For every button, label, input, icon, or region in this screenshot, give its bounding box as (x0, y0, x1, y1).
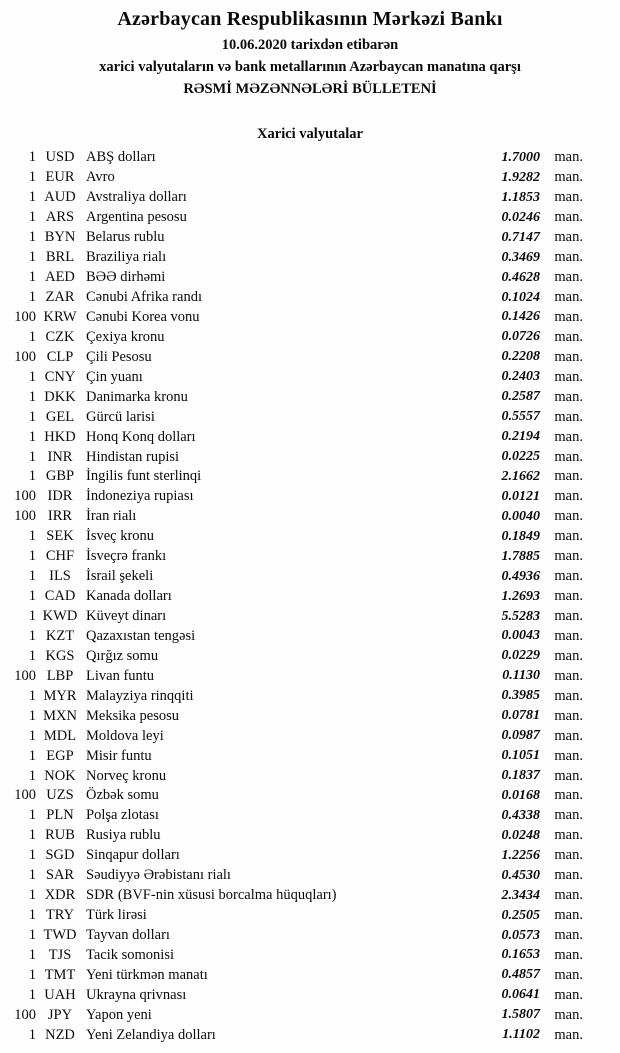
rate-row (0, 407, 620, 427)
currency-name: Avro (86, 169, 115, 186)
unit-label: man. (554, 209, 583, 226)
rate-value: 0.0987 (501, 728, 540, 744)
currency-code: IDR (47, 488, 73, 505)
rate-row (0, 726, 620, 746)
quantity: 100 (14, 488, 36, 505)
rate-value: 0.0168 (501, 787, 540, 803)
rate-row (0, 786, 620, 806)
rate-row (0, 866, 620, 886)
quantity: 1 (28, 647, 36, 664)
currency-code: MYR (43, 687, 77, 704)
quantity: 1 (28, 767, 36, 784)
currency-code: UAH (44, 986, 76, 1003)
unit-label: man. (554, 807, 583, 824)
currency-code: GEL (45, 408, 75, 425)
currency-code: MDL (43, 727, 77, 744)
currency-name: Çin yuanı (86, 368, 143, 385)
quantity: 1 (28, 189, 36, 206)
rate-value: 0.0225 (501, 449, 540, 465)
unit-label: man. (554, 1006, 583, 1023)
currency-code: GBP (45, 468, 75, 485)
currency-code: CLP (46, 348, 74, 365)
currency-name: BƏƏ dirhəmi (86, 269, 166, 286)
unit-label: man. (554, 528, 583, 545)
quantity: 1 (28, 867, 36, 884)
rate-value: 0.0246 (501, 209, 540, 225)
currency-name: Yeni türkmən manatı (86, 966, 208, 983)
currency-code: KWD (42, 608, 78, 625)
currency-name: SDR (BVF-nin xüsusi borcalma hüquqları) (86, 887, 337, 904)
unit-label: man. (554, 727, 583, 744)
unit-label: man. (554, 508, 583, 525)
rate-value: 0.0043 (501, 628, 540, 644)
quantity: 100 (14, 308, 36, 325)
unit-label: man. (554, 408, 583, 425)
rate-value: 1.5807 (501, 1007, 540, 1023)
currency-name: Meksika pesosu (86, 707, 180, 724)
rate-row (0, 487, 620, 507)
quantity: 1 (28, 149, 36, 166)
unit-label: man. (554, 468, 583, 485)
currency-name: Çexiya kronu (86, 328, 165, 345)
unit-label: man. (554, 847, 583, 864)
unit-label: man. (554, 647, 583, 664)
rate-row (0, 846, 620, 866)
quantity: 1 (28, 209, 36, 226)
bulletin-title: RƏSMİ MƏZƏNNƏLƏRİ BÜLLETENİ (183, 81, 437, 97)
currency-code: AED (45, 269, 75, 286)
rate-value: 0.1130 (502, 668, 540, 684)
quantity: 1 (28, 608, 36, 625)
currency-code: JPY (47, 1006, 73, 1023)
rate-value: 0.1849 (501, 528, 540, 544)
rate-row (0, 367, 620, 387)
unit-label: man. (554, 627, 583, 644)
currency-code: CNY (44, 368, 76, 385)
rate-value: 2.1662 (501, 468, 540, 484)
currency-code: IRR (47, 508, 73, 525)
quantity: 1 (28, 448, 36, 465)
unit-label: man. (554, 907, 583, 924)
currency-name: İndoneziya rupiası (86, 488, 194, 505)
unit-label: man. (554, 289, 583, 306)
rate-value: 0.0248 (501, 827, 540, 843)
unit-label: man. (554, 946, 583, 963)
unit-label: man. (554, 448, 583, 465)
quantity: 100 (14, 508, 36, 525)
currency-code: KRW (43, 308, 77, 325)
rate-value: 0.1024 (501, 289, 540, 305)
unit-label: man. (554, 328, 583, 345)
unit-label: man. (554, 308, 583, 325)
currency-name: Braziliya rialı (86, 249, 167, 266)
currency-code: NOK (44, 767, 76, 784)
rate-row (0, 926, 620, 946)
unit-label: man. (554, 867, 583, 884)
currency-name: Gürcü larisi (86, 408, 155, 425)
currency-code: HKD (44, 428, 76, 445)
currency-code: XDR (44, 887, 76, 904)
rate-value: 1.7885 (501, 548, 540, 564)
currency-code: UZS (46, 787, 74, 804)
unit-label: man. (554, 787, 583, 804)
rate-row (0, 387, 620, 407)
rate-row (0, 587, 620, 607)
quantity: 1 (28, 807, 36, 824)
currency-name: Hindistan rupisi (86, 448, 180, 465)
rate-value: 0.2208 (501, 349, 540, 365)
currency-code: ARS (45, 209, 75, 226)
unit-label: man. (554, 767, 583, 784)
unit-label: man. (554, 927, 583, 944)
currency-name: Moldova leyi (86, 727, 164, 744)
rate-value: 0.0781 (501, 708, 540, 724)
currency-name: İngilis funt sterlinqi (86, 468, 202, 485)
quantity: 1 (28, 946, 36, 963)
currency-name: İsveçrə frankı (86, 548, 167, 565)
quantity: 1 (28, 887, 36, 904)
quantity: 1 (28, 588, 36, 605)
rate-row (0, 1005, 620, 1025)
unit-label: man. (554, 368, 583, 385)
currency-code: CAD (44, 588, 76, 605)
rate-value: 5.5283 (501, 608, 540, 624)
rate-value: 0.1837 (501, 768, 540, 784)
currency-code: EUR (45, 169, 75, 186)
currency-name: İsrail şekeli (86, 568, 154, 585)
quantity: 1 (28, 368, 36, 385)
unit-label: man. (554, 887, 583, 904)
unit-label: man. (554, 169, 583, 186)
unit-label: man. (554, 548, 583, 565)
unit-label: man. (554, 269, 583, 286)
currency-name: ABŞ dolları (86, 149, 156, 166)
rate-row (0, 746, 620, 766)
rate-row (0, 427, 620, 447)
currency-name: Avstraliya dolları (86, 189, 187, 206)
unit-label: man. (554, 149, 583, 166)
currency-name: Qırğız somu (86, 647, 159, 664)
currency-code: INR (47, 448, 73, 465)
currency-code: DKK (44, 388, 76, 405)
quantity: 1 (28, 328, 36, 345)
rate-value: 1.7000 (501, 149, 540, 165)
bulletin-header (0, 0, 620, 100)
currency-name: Norveç kronu (86, 767, 167, 784)
quantity: 1 (28, 169, 36, 186)
rates-table (0, 148, 620, 1045)
currency-name: Yeni Zelandiya dolları (86, 1026, 216, 1043)
currency-name: Rusiya rublu (86, 827, 161, 844)
rate-row (0, 706, 620, 726)
unit-label: man. (554, 388, 583, 405)
rate-value: 0.7147 (501, 229, 540, 245)
currency-name: Kanada dolları (86, 588, 172, 605)
quantity: 1 (28, 548, 36, 565)
rate-row (0, 288, 620, 308)
rate-row (0, 228, 620, 248)
rate-value: 0.1653 (501, 947, 540, 963)
quantity: 1 (28, 528, 36, 545)
rate-value: 0.0573 (501, 927, 540, 943)
currency-name: Qazaxıstan tengəsi (86, 627, 196, 644)
currency-name: Cənubi Korea vonu (86, 308, 200, 325)
unit-label: man. (554, 608, 583, 625)
rate-row (0, 507, 620, 527)
rate-row (0, 268, 620, 288)
rate-row (0, 766, 620, 786)
rate-value: 0.4530 (501, 867, 540, 883)
rate-value: 0.4857 (501, 967, 540, 983)
rate-row (0, 886, 620, 906)
rate-value: 1.9282 (501, 169, 540, 185)
currency-name: Belarus rublu (86, 229, 165, 246)
rate-row (0, 547, 620, 567)
rate-value: 0.2587 (501, 389, 540, 405)
currency-name: Yapon yeni (86, 1006, 152, 1023)
unit-label: man. (554, 707, 583, 724)
bank-title: Azərbaycan Respublikasının Mərkəzi Bankı (117, 8, 503, 30)
rate-row (0, 447, 620, 467)
unit-label: man. (554, 488, 583, 505)
rate-value: 0.0121 (501, 488, 540, 504)
quantity: 1 (28, 627, 36, 644)
rate-row (0, 607, 620, 627)
quantity: 1 (28, 229, 36, 246)
quantity: 100 (14, 667, 36, 684)
unit-label: man. (554, 189, 583, 206)
currency-code: RUB (45, 827, 75, 844)
unit-label: man. (554, 568, 583, 585)
currency-code: BRL (45, 249, 75, 266)
currency-code: KZT (45, 627, 75, 644)
rate-row (0, 686, 620, 706)
unit-label: man. (554, 348, 583, 365)
currency-name: İran rialı (86, 508, 137, 525)
rate-row (0, 806, 620, 826)
rate-value: 0.0726 (501, 329, 540, 345)
rate-value: 0.4338 (501, 807, 540, 823)
unit-label: man. (554, 1026, 583, 1043)
quantity: 1 (28, 269, 36, 286)
unit-label: man. (554, 966, 583, 983)
rate-value: 0.2194 (501, 429, 540, 445)
quantity: 1 (28, 687, 36, 704)
currency-code: SAR (45, 867, 75, 884)
currency-code: TRY (45, 907, 75, 924)
rate-row (0, 208, 620, 228)
rate-value: 1.2256 (501, 847, 540, 863)
rate-value: 0.1426 (501, 309, 540, 325)
rate-row (0, 965, 620, 985)
currency-name: Sinqapur dolları (86, 847, 180, 864)
currency-code: CHF (45, 548, 75, 565)
rate-row (0, 985, 620, 1005)
section-title-foreign-currencies: Xarici valyutalar (257, 126, 363, 142)
quantity: 1 (28, 289, 36, 306)
currency-name: İsveç kronu (86, 528, 155, 545)
unit-label: man. (554, 667, 583, 684)
rate-value: 0.3985 (501, 688, 540, 704)
unit-label: man. (554, 747, 583, 764)
currency-name: Tayvan dolları (86, 927, 170, 944)
rate-row (0, 168, 620, 188)
rate-value: 0.0641 (501, 987, 540, 1003)
rate-value: 0.0229 (501, 648, 540, 664)
rate-value: 1.1102 (502, 1027, 540, 1043)
quantity: 1 (28, 747, 36, 764)
currency-code: TWD (43, 927, 77, 944)
rate-value: 0.1051 (501, 748, 540, 764)
currency-code: BYN (44, 229, 76, 246)
rate-row (0, 946, 620, 966)
rate-row (0, 906, 620, 926)
rate-row (0, 527, 620, 547)
rate-row (0, 627, 620, 647)
currency-code: NZD (45, 1026, 75, 1043)
currency-code: SEK (46, 528, 74, 545)
currency-code: SGD (45, 847, 75, 864)
currency-code: AUD (44, 189, 76, 206)
currency-name: Səudiyyə Ərəbistanı rialı (86, 867, 231, 884)
quantity: 1 (28, 468, 36, 485)
currency-code: USD (45, 149, 75, 166)
rate-row (0, 826, 620, 846)
quantity: 1 (28, 249, 36, 266)
quantity: 1 (28, 847, 36, 864)
quantity: 1 (28, 707, 36, 724)
currency-name: Malayziya rinqqiti (86, 687, 194, 704)
rate-value: 0.2505 (501, 907, 540, 923)
quantity: 1 (28, 408, 36, 425)
quantity: 100 (14, 1006, 36, 1023)
currency-name: Küveyt dinarı (86, 608, 167, 625)
effective-date-line: 10.06.2020 tarixdən etibarən (221, 37, 399, 53)
currency-name: Danimarka kronu (86, 388, 188, 405)
unit-label: man. (554, 588, 583, 605)
currency-name: Çili Pesosu (86, 348, 152, 365)
quantity: 1 (28, 966, 36, 983)
quantity: 1 (28, 927, 36, 944)
rate-row (0, 248, 620, 268)
currency-name: Tacik somonisi (86, 946, 174, 963)
quantity: 1 (28, 568, 36, 585)
quantity: 1 (28, 827, 36, 844)
unit-label: man. (554, 229, 583, 246)
rate-value: 0.3469 (501, 249, 540, 265)
rate-row (0, 188, 620, 208)
currency-name: Livan funtu (86, 667, 155, 684)
unit-label: man. (554, 986, 583, 1003)
currency-name: Polşa zlotası (86, 807, 159, 824)
rate-row (0, 467, 620, 487)
unit-label: man. (554, 249, 583, 266)
quantity: 1 (28, 428, 36, 445)
quantity: 1 (28, 907, 36, 924)
currency-code: PLN (46, 807, 74, 824)
rate-value: 0.2403 (501, 369, 540, 385)
rate-value: 0.0040 (501, 508, 540, 524)
rate-row (0, 347, 620, 367)
currency-code: KGS (45, 647, 75, 664)
currency-code: TMT (44, 966, 76, 983)
quantity: 1 (28, 1026, 36, 1043)
currency-name: Türk lirəsi (86, 907, 147, 924)
rate-value: 1.2693 (501, 588, 540, 604)
quantity: 1 (28, 388, 36, 405)
rate-row (0, 327, 620, 347)
currency-name: Ukrayna qrivnası (86, 986, 187, 1003)
unit-label: man. (554, 428, 583, 445)
rate-value: 1.1853 (501, 189, 540, 205)
currency-code: ZAR (45, 289, 75, 306)
unit-label: man. (554, 687, 583, 704)
rate-value: 0.4936 (501, 568, 540, 584)
rate-row (0, 148, 620, 168)
currency-code: EGP (46, 747, 74, 764)
rate-value: 0.4628 (501, 269, 540, 285)
bulletin-subtitle: xarici valyutaların və bank metallarının Azərbaycan manatına qarşı (99, 59, 521, 75)
currency-name: Misir funtu (86, 747, 152, 764)
currency-code: LBP (46, 667, 74, 684)
rate-row (0, 308, 620, 328)
currency-name: Honq Konq dolları (86, 428, 196, 445)
rate-row (0, 1025, 620, 1045)
rate-value: 0.5557 (501, 409, 540, 425)
rate-value: 2.3434 (501, 887, 540, 903)
quantity: 100 (14, 787, 36, 804)
rate-row (0, 646, 620, 666)
currency-name: Cənubi Afrika randı (86, 289, 202, 306)
currency-code: CZK (45, 328, 75, 345)
quantity: 1 (28, 986, 36, 1003)
quantity: 100 (14, 348, 36, 365)
rate-row (0, 666, 620, 686)
currency-code: TJS (48, 946, 72, 963)
currency-name: Argentina pesosu (86, 209, 187, 226)
quantity: 1 (28, 727, 36, 744)
currency-code: ILS (49, 568, 71, 585)
rate-row (0, 567, 620, 587)
currency-name: Özbək somu (86, 787, 159, 804)
currency-code: MXN (43, 707, 77, 724)
unit-label: man. (554, 827, 583, 844)
